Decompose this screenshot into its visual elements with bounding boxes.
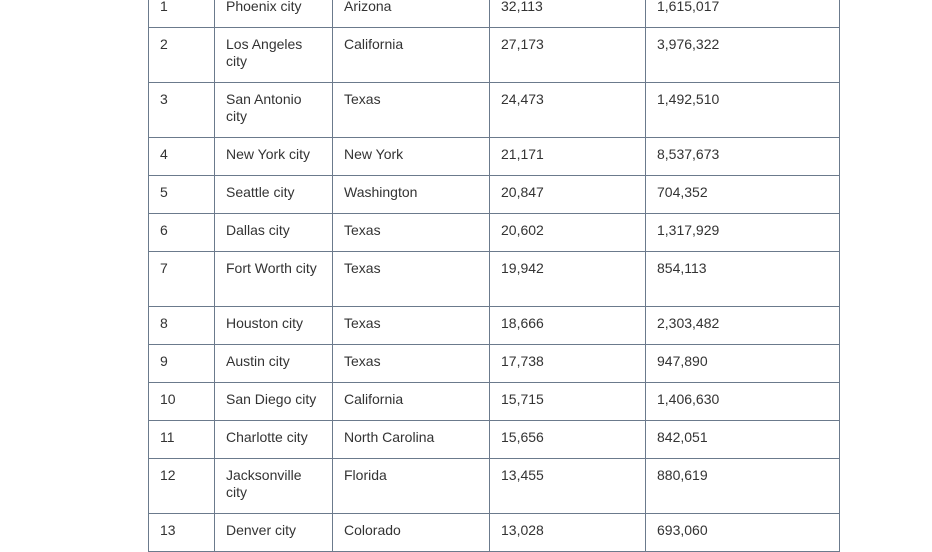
population-cell: 704,352 bbox=[646, 176, 840, 214]
city-cell: Seattle city bbox=[215, 176, 333, 214]
state-cell: Florida bbox=[333, 459, 490, 514]
state-cell: Washington bbox=[333, 176, 490, 214]
city-cell: Austin city bbox=[215, 345, 333, 383]
increase-cell: 15,715 bbox=[490, 383, 646, 421]
state-cell: California bbox=[333, 383, 490, 421]
state-cell: Texas bbox=[333, 345, 490, 383]
table-row bbox=[149, 83, 840, 138]
increase-cell: 32,113 bbox=[490, 0, 646, 28]
increase-cell: 20,847 bbox=[490, 176, 646, 214]
population-cell: 2,303,482 bbox=[646, 307, 840, 345]
increase-cell: 18,666 bbox=[490, 307, 646, 345]
state-cell: Texas bbox=[333, 252, 490, 307]
city-growth-table bbox=[148, 0, 840, 552]
population-cell: 842,051 bbox=[646, 421, 840, 459]
rank-cell: 11 bbox=[149, 421, 215, 459]
population-cell: 8,537,673 bbox=[646, 138, 840, 176]
city-cell: Denver city bbox=[215, 514, 333, 552]
table-row bbox=[149, 176, 840, 214]
increase-cell: 27,173 bbox=[490, 28, 646, 83]
table-row bbox=[149, 138, 840, 176]
city-cell: San Antonio city bbox=[215, 83, 333, 138]
rank-cell: 13 bbox=[149, 514, 215, 552]
state-cell: Texas bbox=[333, 83, 490, 138]
table-row bbox=[149, 514, 840, 552]
rank-cell: 12 bbox=[149, 459, 215, 514]
state-cell: New York bbox=[333, 138, 490, 176]
rank-cell: 9 bbox=[149, 345, 215, 383]
increase-cell: 24,473 bbox=[490, 83, 646, 138]
population-cell: 947,890 bbox=[646, 345, 840, 383]
table-row bbox=[149, 214, 840, 252]
table-row bbox=[149, 252, 840, 307]
rank-cell: 8 bbox=[149, 307, 215, 345]
increase-cell: 13,455 bbox=[490, 459, 646, 514]
increase-cell: 15,656 bbox=[490, 421, 646, 459]
rank-cell: 3 bbox=[149, 83, 215, 138]
city-cell: New York city bbox=[215, 138, 333, 176]
rank-cell: 10 bbox=[149, 383, 215, 421]
population-cell: 1,406,630 bbox=[646, 383, 840, 421]
state-cell: Arizona bbox=[333, 0, 490, 28]
rank-cell: 4 bbox=[149, 138, 215, 176]
increase-cell: 17,738 bbox=[490, 345, 646, 383]
state-cell: Texas bbox=[333, 214, 490, 252]
increase-cell: 13,028 bbox=[490, 514, 646, 552]
rank-cell: 6 bbox=[149, 214, 215, 252]
increase-cell: 20,602 bbox=[490, 214, 646, 252]
city-cell: Fort Worth city bbox=[215, 252, 333, 307]
increase-cell: 19,942 bbox=[490, 252, 646, 307]
rank-cell: 7 bbox=[149, 252, 215, 307]
population-cell: 854,113 bbox=[646, 252, 840, 307]
state-cell: North Carolina bbox=[333, 421, 490, 459]
population-cell: 1,615,017 bbox=[646, 0, 840, 28]
rank-cell: 1 bbox=[149, 0, 215, 28]
table-row bbox=[149, 421, 840, 459]
city-cell: Charlotte city bbox=[215, 421, 333, 459]
population-cell: 1,492,510 bbox=[646, 83, 840, 138]
city-cell: Dallas city bbox=[215, 214, 333, 252]
city-cell: Jacksonville city bbox=[215, 459, 333, 514]
state-cell: Texas bbox=[333, 307, 490, 345]
table-row bbox=[149, 28, 840, 83]
city-cell: San Diego city bbox=[215, 383, 333, 421]
state-cell: Colorado bbox=[333, 514, 490, 552]
table-row bbox=[149, 383, 840, 421]
table-row bbox=[149, 307, 840, 345]
city-cell: Houston city bbox=[215, 307, 333, 345]
table-row bbox=[149, 0, 840, 28]
population-cell: 1,317,929 bbox=[646, 214, 840, 252]
rank-cell: 5 bbox=[149, 176, 215, 214]
table-row bbox=[149, 459, 840, 514]
city-cell: Los Angeles city bbox=[215, 28, 333, 83]
table-row bbox=[149, 345, 840, 383]
rank-cell: 2 bbox=[149, 28, 215, 83]
state-cell: California bbox=[333, 28, 490, 83]
increase-cell: 21,171 bbox=[490, 138, 646, 176]
population-cell: 3,976,322 bbox=[646, 28, 840, 83]
city-cell: Phoenix city bbox=[215, 0, 333, 28]
population-cell: 880,619 bbox=[646, 459, 840, 514]
population-cell: 693,060 bbox=[646, 514, 840, 552]
